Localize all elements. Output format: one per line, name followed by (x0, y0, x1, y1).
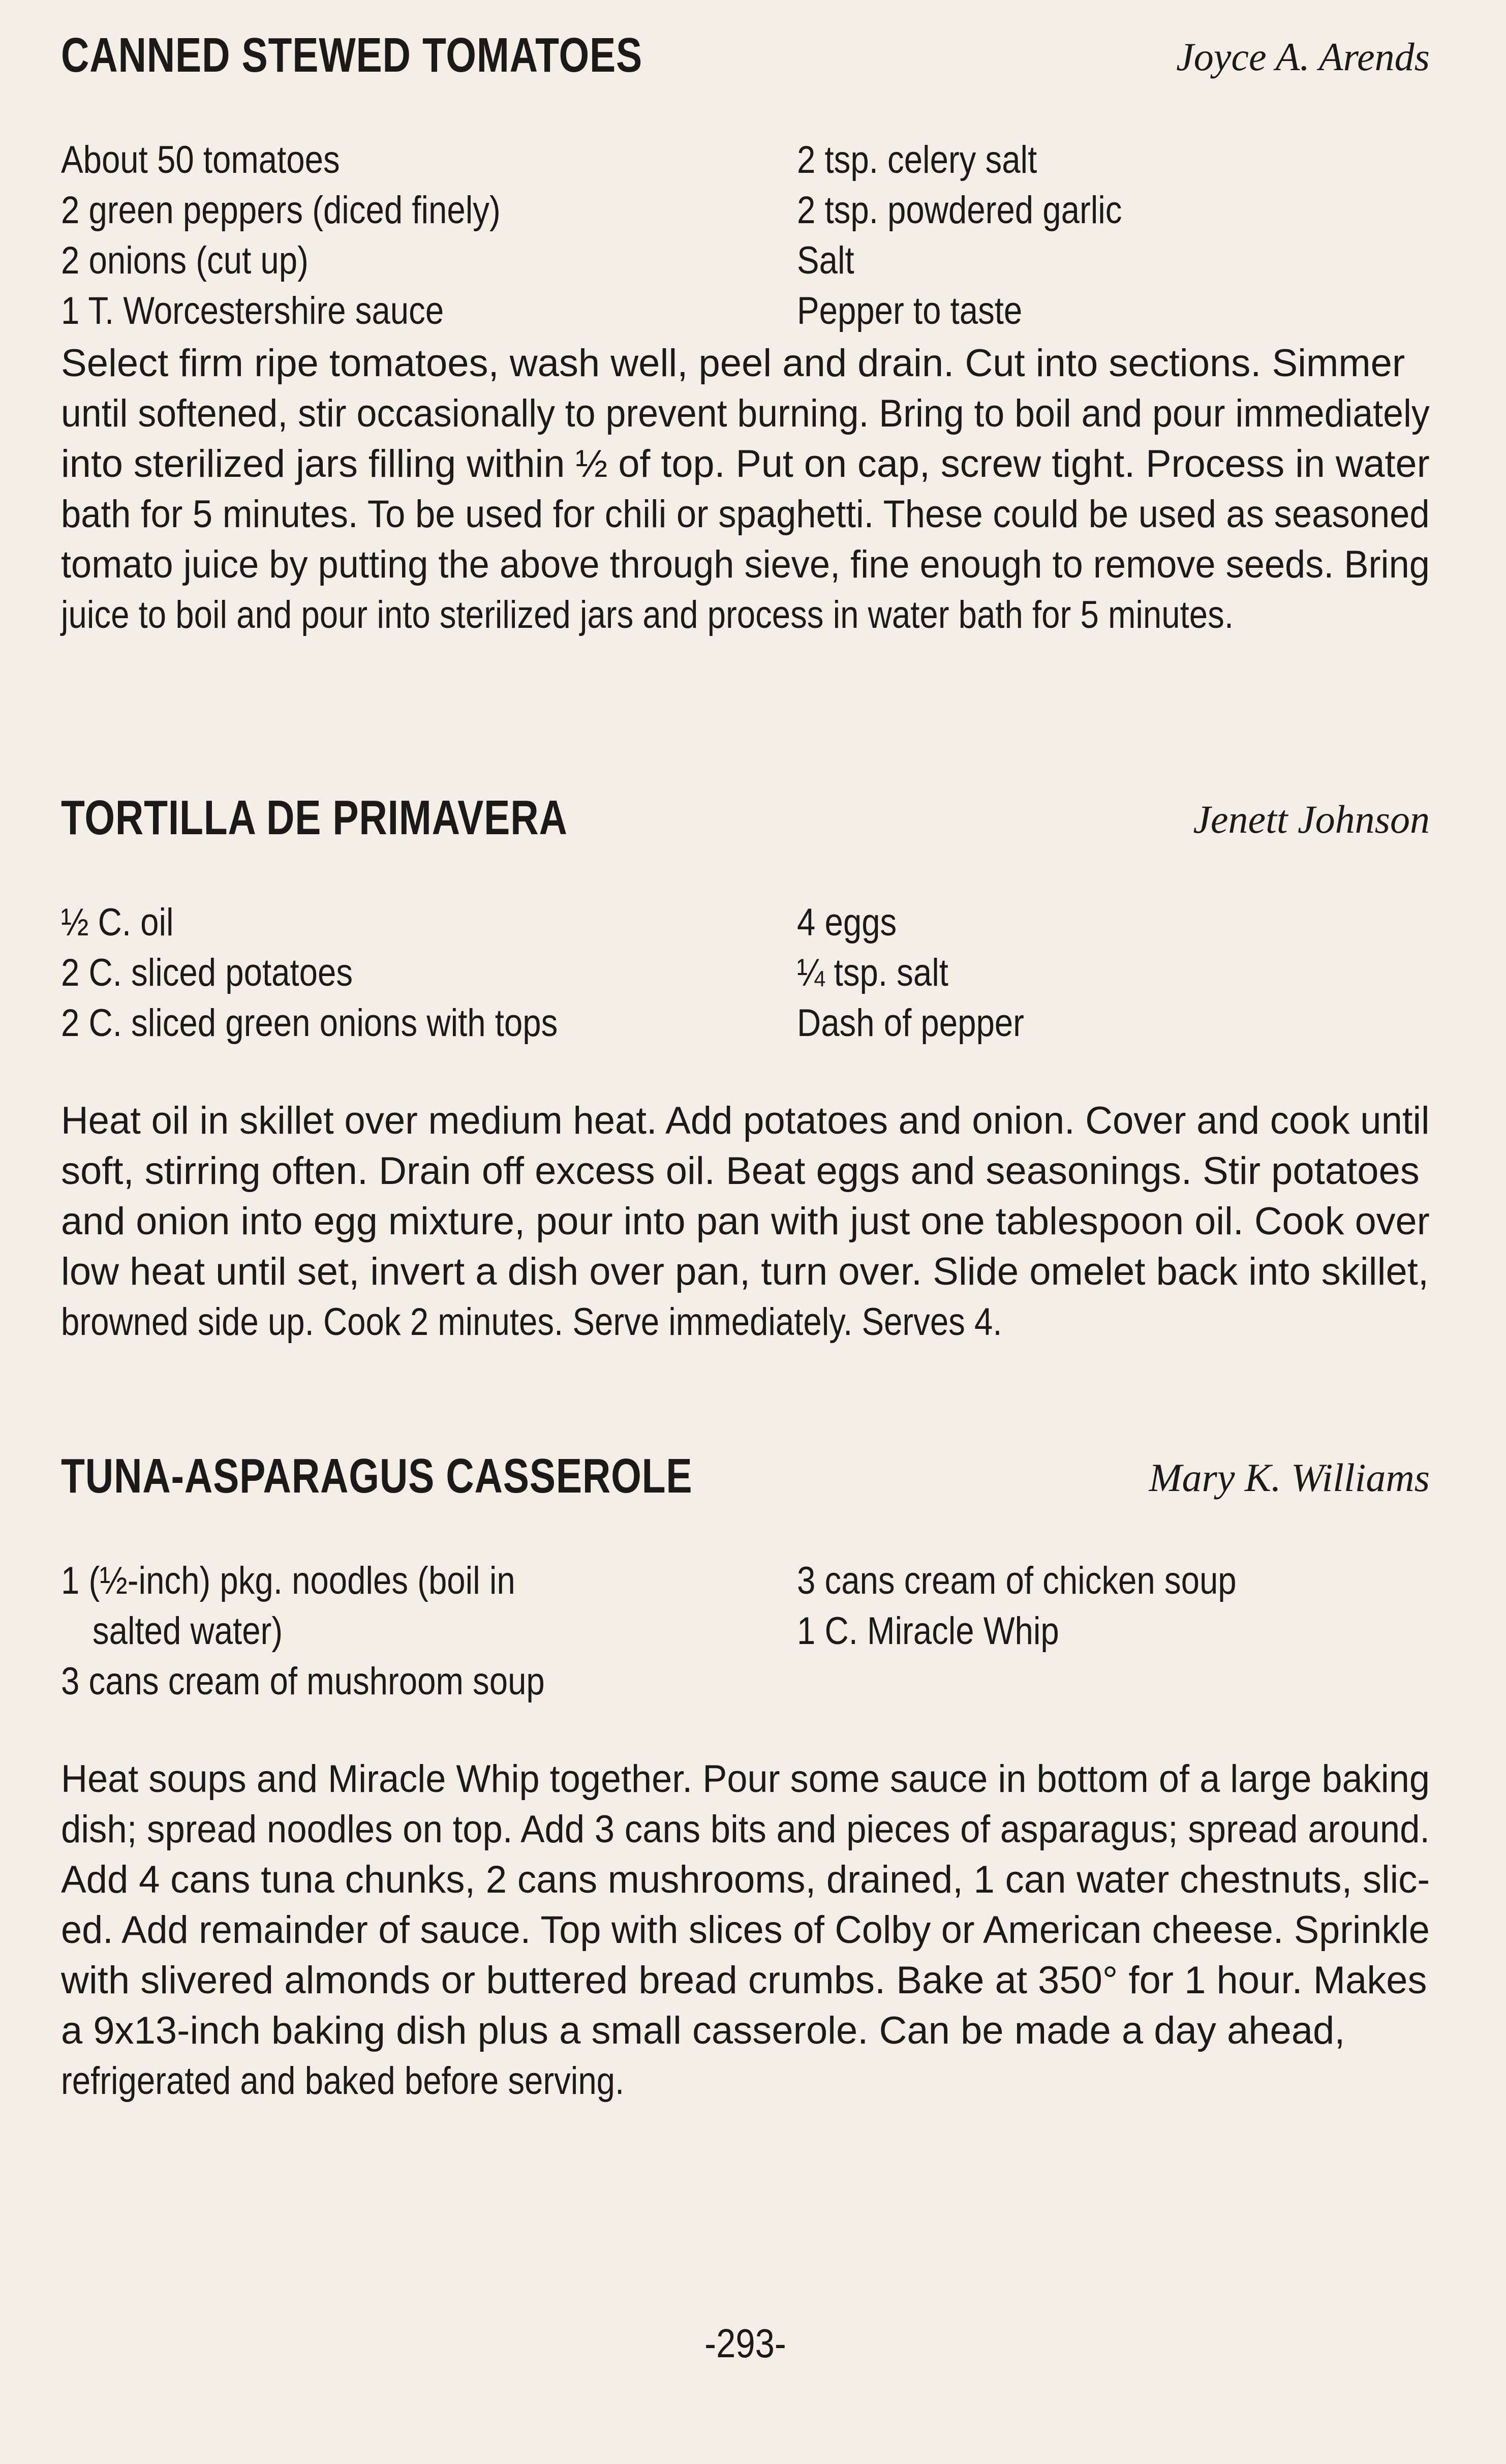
ingredients-left-column (61, 1556, 762, 1707)
directions-line: Select firm ripe tomatoes, wash well, peel and drain. Cut into sections. Simmer (61, 342, 1405, 385)
directions-line: bath for 5 minutes. To be used for chili or spaghetti. These could be used as seasoned (61, 493, 1430, 536)
ingredient: 2 onions (cut up) (61, 239, 309, 282)
recipe-author: Mary K. Williams (1149, 1455, 1430, 1500)
directions-line: soft, stirring often. Drain off excess oil. Beat eggs and seasonings. Stir potatoes (61, 1149, 1420, 1193)
ingredient: 2 tsp. celery salt (797, 138, 1037, 181)
directions-line: until softened, stir occasionally to prevent burning. Bring to boil and pour immediately (61, 392, 1430, 435)
ingredient: 2 tsp. powdered garlic (797, 189, 1122, 232)
ingredient: 3 cans cream of mushroom soup (61, 1660, 545, 1703)
recipe-title: TUNA-ASPARAGUS CASSEROLE (61, 1449, 693, 1503)
ingredient: Pepper to taste (797, 289, 1023, 332)
ingredient: ½ C. oil (61, 901, 174, 944)
recipe-header (61, 1441, 1430, 1507)
ingredient: Dash of pepper (797, 1001, 1024, 1045)
ingredients-right-column (797, 897, 1430, 1048)
ingredient: About 50 tomatoes (61, 138, 340, 181)
ingredient: 4 eggs (797, 901, 897, 944)
directions-line: Add 4 cans tuna chunks, 2 cans mushrooms, drained, 1 can water chestnuts, slic- (61, 1858, 1430, 1901)
recipe-author: Jenett Johnson (1193, 797, 1430, 841)
ingredient: 2 green peppers (diced finely) (61, 189, 501, 232)
ingredients-left-column (61, 897, 762, 1048)
ingredient-list (61, 897, 1430, 1050)
recipe-title: CANNED STEWED TOMATOES (61, 28, 643, 82)
recipe-header (61, 783, 1430, 849)
directions-line: Heat soups and Miracle Whip together. Pour some sauce in bottom of a large baking (61, 1757, 1430, 1801)
recipe-tuna-asparagus-casserole (61, 1441, 1430, 2106)
ingredient: 1 T. Worcestershire sauce (61, 289, 444, 332)
ingredients-right-column (797, 1556, 1430, 1656)
ingredient: 2 C. sliced green onions with tops (61, 1001, 558, 1045)
directions-line: a 9x13-inch baking dish plus a small casserole. Can be made a day ahead, (61, 2009, 1345, 2052)
page-number: -293- (704, 2321, 786, 2366)
directions-line: and onion into egg mixture, pour into pan with just one tablespoon oil. Cook over (61, 1200, 1430, 1243)
directions-line: low heat until set, invert a dish over pan, turn over. Slide omelet back into skillet, (61, 1250, 1429, 1293)
ingredient: 1 (½-inch) pkg. noodles (boil in (61, 1559, 515, 1602)
directions-line: ed. Add remainder of sauce. Top with slices of Colby or American cheese. Sprinkle (61, 1908, 1430, 1952)
ingredient: 3 cans cream of chicken soup (797, 1559, 1237, 1602)
recipe-author: Joyce A. Arends (1176, 35, 1430, 79)
cookbook-page (61, 20, 1430, 2440)
directions-line: tomato juice by putting the above through sieve, fine enough to remove seeds. Bring (61, 543, 1430, 586)
directions-line: dish; spread noodles on top. Add 3 cans bits and pieces of asparagus; spread around. (61, 1808, 1430, 1851)
ingredient: ¼ tsp. salt (797, 951, 948, 994)
ingredient: 1 C. Miracle Whip (797, 1609, 1059, 1653)
ingredients-right-column (797, 135, 1430, 336)
recipe-header (61, 20, 1430, 86)
recipe-directions (61, 338, 1430, 640)
recipe-directions (61, 1096, 1430, 1347)
directions-line: into sterilized jars filling within ½ of top. Put on cap, screw tight. Process in water (61, 442, 1430, 485)
recipe-directions (61, 1754, 1430, 2106)
directions-line: Heat oil in skillet over medium heat. Add potatoes and onion. Cover and cook until (61, 1099, 1430, 1142)
ingredient-list (61, 1556, 1430, 1708)
directions-line: refrigerated and baked before serving. (61, 2059, 625, 2103)
ingredient: Salt (797, 239, 854, 282)
ingredient-list (61, 135, 1430, 338)
recipe-tortilla-de-primavera (61, 783, 1430, 1347)
ingredient: 2 C. sliced potatoes (61, 951, 353, 994)
directions-line: browned side up. Cook 2 minutes. Serve immediately. Serves 4. (61, 1300, 1002, 1344)
recipe-canned-stewed-tomatoes (61, 20, 1430, 640)
ingredients-left-column (61, 135, 762, 336)
recipe-title: TORTILLA DE PRIMAVERA (61, 790, 568, 845)
directions-line: juice to boil and pour into sterilized jars and process in water bath for 5 minutes. (61, 593, 1234, 636)
directions-line: with slivered almonds or buttered bread crumbs. Bake at 350° for 1 hour. Makes (61, 1959, 1427, 2002)
ingredient-continuation: salted water) (92, 1609, 283, 1653)
